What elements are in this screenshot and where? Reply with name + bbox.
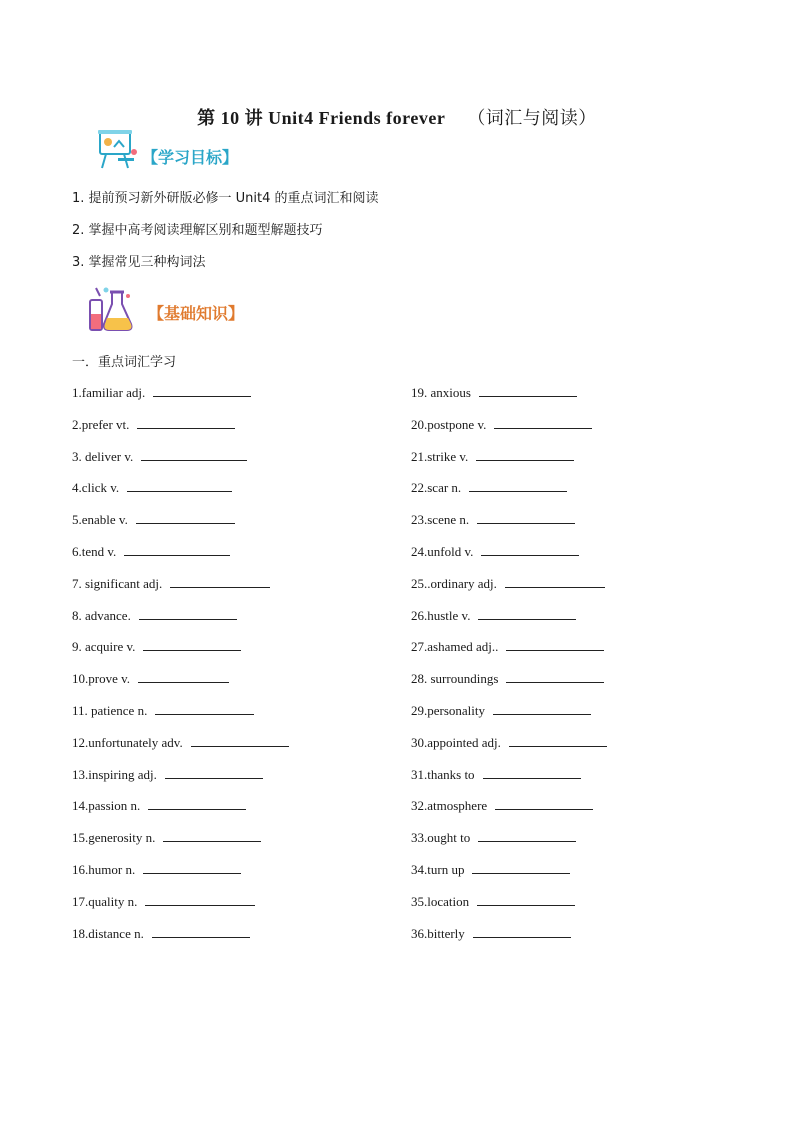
presentation-board-icon xyxy=(96,128,138,170)
vocab-item xyxy=(411,606,576,624)
vocab-term: 5.enable v. xyxy=(72,512,128,528)
vocab-item xyxy=(72,924,250,942)
vocab-term: 24.unfold v. xyxy=(411,544,474,559)
learning-goals-label: 【学习目标】 xyxy=(142,147,239,167)
answer-blank xyxy=(473,924,571,938)
vocab-term: 29.personality xyxy=(411,703,486,718)
answer-blank xyxy=(495,796,593,810)
vocab-term: 21.strike v. xyxy=(411,448,469,464)
vocab-item xyxy=(72,383,251,401)
answer-blank xyxy=(479,383,577,397)
title-subtitle: （词汇与阅读） xyxy=(467,108,597,128)
vocab-item xyxy=(411,510,575,528)
lab-flask-icon xyxy=(86,286,134,334)
answer-blank xyxy=(137,415,235,429)
answer-blank xyxy=(124,542,230,556)
vocab-item xyxy=(411,860,570,878)
vocab-item xyxy=(411,542,579,560)
vocab-item xyxy=(411,574,605,592)
vocab-item xyxy=(411,701,591,719)
answer-blank xyxy=(191,733,289,747)
vocab-term: 1.familiar adj. xyxy=(72,385,146,400)
vocab-term: 35.location xyxy=(411,893,470,909)
vocab-term: 34.turn up xyxy=(411,862,465,877)
vocab-term: 17.quality n. xyxy=(72,893,138,909)
answer-blank xyxy=(506,669,604,683)
vocab-item xyxy=(411,478,567,496)
vocab-item xyxy=(72,860,241,878)
vocab-term: 8. advance. xyxy=(72,607,131,623)
title-main: 第 10 讲 Unit4 Friends forever xyxy=(197,108,446,128)
answer-blank xyxy=(472,860,570,874)
vocab-term: 23.scene n. xyxy=(411,512,470,528)
vocab-item xyxy=(72,765,263,783)
answer-blank xyxy=(478,828,576,842)
vocab-term: 20.postpone v. xyxy=(411,416,487,432)
vocab-term: 7. significant adj. xyxy=(72,575,163,591)
vocab-term: 19. anxious xyxy=(411,385,471,400)
vocab-term: 4.click v. xyxy=(72,480,120,496)
answer-blank xyxy=(148,796,246,810)
answer-blank xyxy=(481,542,579,556)
vocab-term: 13.inspiring adj. xyxy=(72,766,157,782)
vocab-item xyxy=(72,637,241,655)
goal-item-3: 3. 掌握常见三种构词法 xyxy=(72,255,206,270)
answer-blank xyxy=(477,510,575,524)
goal-item-2: 2. 掌握中高考阅读理解区别和题型解题技巧 xyxy=(72,223,323,238)
vocab-term: 30.appointed adj. xyxy=(411,734,501,750)
answer-blank xyxy=(155,701,254,715)
vocab-item xyxy=(411,828,576,846)
vocab-term: 12.unfortunately adv. xyxy=(72,734,183,750)
answer-blank xyxy=(136,510,235,524)
answer-blank xyxy=(509,733,607,747)
vocab-item xyxy=(72,574,270,592)
answer-blank xyxy=(143,637,241,651)
vocab-item xyxy=(72,892,255,910)
vocab-term: 28. surroundings xyxy=(411,671,499,687)
vocab-item xyxy=(72,669,229,687)
vocab-item xyxy=(72,447,247,465)
answer-blank xyxy=(141,447,247,461)
goal-item-1: 1. 提前预习新外研版必修一 Unit4 的重点词汇和阅读 xyxy=(72,191,379,206)
vocab-item xyxy=(411,669,604,687)
vocab-item xyxy=(411,383,577,401)
vocab-item xyxy=(72,796,246,814)
answer-blank xyxy=(494,415,592,429)
basic-knowledge-heading xyxy=(86,286,244,334)
vocab-term: 15.generosity n. xyxy=(72,830,156,846)
vocab-term: 6.tend v. xyxy=(72,544,117,559)
basic-knowledge-label: 【基础知识】 xyxy=(148,303,245,323)
answer-blank xyxy=(139,606,237,620)
vocab-item xyxy=(72,510,235,528)
vocab-item xyxy=(411,765,581,783)
answer-blank xyxy=(478,606,576,620)
vocab-term: 32.atmosphere xyxy=(411,798,488,814)
answer-blank xyxy=(127,478,232,492)
vocab-term: 9. acquire v. xyxy=(72,639,136,655)
vocab-item xyxy=(72,606,237,624)
vocab-item xyxy=(411,447,574,465)
answer-blank xyxy=(476,447,574,461)
vocab-term: 25..ordinary adj. xyxy=(411,575,497,591)
answer-blank xyxy=(153,383,251,397)
vocab-item xyxy=(72,542,230,560)
answer-blank xyxy=(477,892,575,906)
answer-blank xyxy=(469,478,567,492)
vocab-item xyxy=(72,733,289,751)
vocab-item xyxy=(72,415,235,433)
vocab-term: 27.ashamed adj.. xyxy=(411,639,499,655)
vocab-term: 11. patience n. xyxy=(72,703,148,718)
vocab-item xyxy=(411,637,604,655)
vocab-item xyxy=(411,892,575,910)
vocab-item xyxy=(411,924,571,942)
answer-blank xyxy=(163,828,261,842)
vocab-item xyxy=(411,796,593,814)
answer-blank xyxy=(505,574,605,588)
vocab-term: 31.thanks to xyxy=(411,766,475,782)
vocab-term: 2.prefer vt. xyxy=(72,416,130,432)
vocab-term: 33.ought to xyxy=(411,830,471,846)
answer-blank xyxy=(143,860,241,874)
answer-blank xyxy=(506,637,604,651)
learning-goals-heading xyxy=(96,128,238,170)
vocab-term: 3. deliver v. xyxy=(72,448,134,464)
answer-blank xyxy=(483,765,581,779)
vocab-term: 10.prove v. xyxy=(72,671,131,687)
part-title-vocab: 一．重点词汇学习 xyxy=(72,355,177,370)
vocab-term: 36.bitterly xyxy=(411,925,465,941)
vocab-item xyxy=(72,478,232,496)
answer-blank xyxy=(165,765,263,779)
answer-blank xyxy=(145,892,255,906)
vocab-term: 16.humor n. xyxy=(72,862,136,877)
vocab-term: 14.passion n. xyxy=(72,798,141,814)
vocab-term: 26.hustle v. xyxy=(411,607,471,623)
vocab-term: 18.distance n. xyxy=(72,925,144,941)
answer-blank xyxy=(152,924,250,938)
answer-blank xyxy=(493,701,591,715)
vocab-item xyxy=(72,701,254,719)
vocab-item xyxy=(72,828,261,846)
answer-blank xyxy=(170,574,270,588)
page-title xyxy=(0,104,794,130)
vocab-item xyxy=(411,415,592,433)
answer-blank xyxy=(138,669,229,683)
vocab-item xyxy=(411,733,607,751)
vocab-term: 22.scar n. xyxy=(411,480,462,496)
